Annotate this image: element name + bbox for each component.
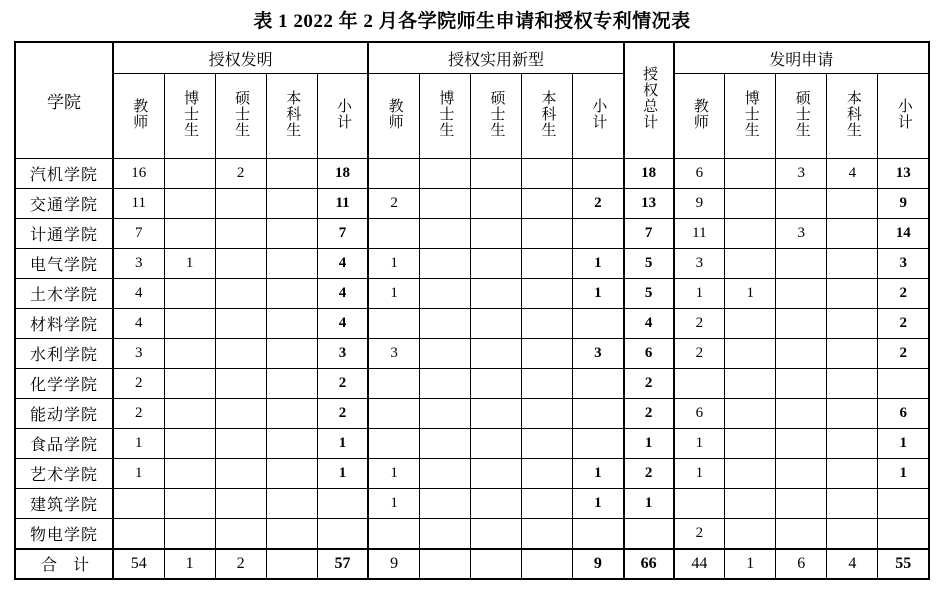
- data-cell: 6: [624, 339, 674, 369]
- data-cell: 5: [624, 279, 674, 309]
- data-cell: 2: [215, 549, 266, 579]
- data-cell: [164, 519, 215, 549]
- table-row: [15, 219, 929, 249]
- data-cell: [266, 399, 317, 429]
- data-cell: [674, 489, 725, 519]
- college-name-cell: 交通学院: [15, 189, 113, 219]
- data-cell: 1: [113, 459, 164, 489]
- data-cell: 3: [674, 249, 725, 279]
- data-cell: [827, 459, 878, 489]
- data-cell: 13: [624, 189, 674, 219]
- data-cell: 2: [113, 369, 164, 399]
- table-row: [15, 309, 929, 339]
- data-cell: [776, 429, 827, 459]
- data-cell: 5: [624, 249, 674, 279]
- data-cell: [419, 369, 470, 399]
- data-cell: 4: [827, 159, 878, 189]
- data-cell: [827, 429, 878, 459]
- data-cell: [470, 249, 521, 279]
- data-cell: 2: [113, 399, 164, 429]
- data-cell: [419, 399, 470, 429]
- data-cell: [725, 219, 776, 249]
- data-cell: [368, 219, 419, 249]
- data-cell: [266, 459, 317, 489]
- data-cell: [368, 399, 419, 429]
- subheader-gu-teacher: 教师: [368, 74, 419, 159]
- data-cell: 6: [674, 159, 725, 189]
- subheader-ia-subtotal: 小计: [878, 74, 929, 159]
- data-cell: 3: [776, 219, 827, 249]
- college-name-cell: 建筑学院: [15, 489, 113, 519]
- data-cell: 2: [878, 279, 929, 309]
- data-cell: [266, 549, 317, 579]
- header-granted-invention: 授权发明: [113, 42, 368, 74]
- header-group-row: [15, 42, 929, 74]
- data-cell: [725, 489, 776, 519]
- data-cell: [776, 249, 827, 279]
- data-cell: 4: [317, 279, 368, 309]
- table-row: [15, 279, 929, 309]
- data-cell: [725, 309, 776, 339]
- data-cell: [776, 279, 827, 309]
- data-cell: [725, 189, 776, 219]
- data-cell: [522, 459, 573, 489]
- data-cell: [113, 519, 164, 549]
- header-granted-total-text: 授权总计: [641, 66, 658, 131]
- data-cell: 9: [368, 549, 419, 579]
- data-cell: [470, 459, 521, 489]
- data-cell: 1: [113, 429, 164, 459]
- data-cell: [522, 429, 573, 459]
- table-row: [15, 399, 929, 429]
- data-cell: [725, 339, 776, 369]
- data-cell: [470, 219, 521, 249]
- data-cell: [470, 309, 521, 339]
- subheader-ia-doctoral: 博士生: [725, 74, 776, 159]
- data-cell: [266, 489, 317, 519]
- data-cell: [368, 369, 419, 399]
- table-row: [15, 519, 929, 549]
- data-cell: 55: [878, 549, 929, 579]
- data-cell: 3: [113, 339, 164, 369]
- data-cell: 1: [573, 249, 624, 279]
- college-name-cell: 食品学院: [15, 429, 113, 459]
- data-cell: 7: [624, 219, 674, 249]
- data-cell: [470, 489, 521, 519]
- data-cell: [215, 429, 266, 459]
- data-cell: [419, 159, 470, 189]
- table-caption: 表 1 2022 年 2 月各学院师生申请和授权专利情况表: [253, 11, 691, 32]
- data-cell: [573, 429, 624, 459]
- data-cell: 11: [317, 189, 368, 219]
- data-cell: 11: [113, 189, 164, 219]
- data-cell: [522, 519, 573, 549]
- data-cell: 7: [317, 219, 368, 249]
- college-name-cell: 艺术学院: [15, 459, 113, 489]
- data-cell: [164, 309, 215, 339]
- data-cell: [827, 189, 878, 219]
- data-cell: 1: [725, 549, 776, 579]
- data-cell: [113, 489, 164, 519]
- data-cell: [470, 429, 521, 459]
- data-cell: [827, 309, 878, 339]
- data-cell: [164, 429, 215, 459]
- data-cell: [522, 309, 573, 339]
- data-cell: [419, 429, 470, 459]
- data-cell: [266, 279, 317, 309]
- data-cell: [725, 369, 776, 399]
- table-row: [15, 189, 929, 219]
- data-cell: 14: [878, 219, 929, 249]
- subheader-gi-doctoral: 博士生: [164, 74, 215, 159]
- table-row: [15, 429, 929, 459]
- data-cell: 13: [878, 159, 929, 189]
- data-cell: 6: [878, 399, 929, 429]
- college-name-cell: 合 计: [15, 549, 113, 579]
- college-name-cell: 水利学院: [15, 339, 113, 369]
- data-cell: [419, 519, 470, 549]
- data-cell: 4: [624, 309, 674, 339]
- data-cell: [878, 369, 929, 399]
- data-cell: [522, 249, 573, 279]
- data-cell: [419, 549, 470, 579]
- table-row: [15, 249, 929, 279]
- data-cell: 3: [878, 249, 929, 279]
- data-cell: [573, 309, 624, 339]
- data-cell: 2: [573, 189, 624, 219]
- data-cell: 2: [215, 159, 266, 189]
- data-cell: 1: [674, 279, 725, 309]
- data-cell: 4: [113, 309, 164, 339]
- data-cell: [522, 399, 573, 429]
- subheader-gi-teacher: 教师: [113, 74, 164, 159]
- subheader-gi-master: 硕士生: [215, 74, 266, 159]
- data-cell: [419, 279, 470, 309]
- data-cell: [522, 219, 573, 249]
- subheader-ia-master: 硕士生: [776, 74, 827, 159]
- data-cell: [776, 519, 827, 549]
- header-sub-row: [15, 74, 929, 159]
- data-cell: [725, 519, 776, 549]
- data-cell: 6: [776, 549, 827, 579]
- data-cell: 4: [827, 549, 878, 579]
- subheader-gu-undergrad: 本科生: [522, 74, 573, 159]
- data-cell: 1: [164, 249, 215, 279]
- data-cell: 16: [113, 159, 164, 189]
- data-cell: 1: [573, 279, 624, 309]
- data-cell: [215, 189, 266, 219]
- data-cell: 4: [317, 249, 368, 279]
- college-name-cell: 电气学院: [15, 249, 113, 279]
- data-cell: 1: [573, 489, 624, 519]
- data-cell: [470, 279, 521, 309]
- data-cell: [776, 399, 827, 429]
- data-cell: [164, 369, 215, 399]
- data-cell: 1: [573, 459, 624, 489]
- data-cell: [419, 249, 470, 279]
- data-cell: [164, 459, 215, 489]
- data-cell: [215, 399, 266, 429]
- data-cell: 1: [164, 549, 215, 579]
- data-cell: 2: [317, 369, 368, 399]
- data-cell: [164, 339, 215, 369]
- subheader-gi-subtotal: 小计: [317, 74, 368, 159]
- data-cell: 1: [725, 279, 776, 309]
- data-cell: [215, 369, 266, 399]
- data-cell: [573, 519, 624, 549]
- data-cell: 18: [317, 159, 368, 189]
- data-cell: 1: [368, 279, 419, 309]
- data-cell: 2: [624, 399, 674, 429]
- data-cell: [827, 489, 878, 519]
- data-cell: [419, 489, 470, 519]
- data-cell: 3: [317, 339, 368, 369]
- header-college: 学院: [15, 42, 113, 159]
- data-cell: [776, 369, 827, 399]
- data-cell: 1: [674, 429, 725, 459]
- data-cell: [368, 309, 419, 339]
- data-cell: 3: [113, 249, 164, 279]
- data-cell: [266, 189, 317, 219]
- data-cell: [419, 189, 470, 219]
- data-cell: [827, 339, 878, 369]
- data-cell: [164, 189, 215, 219]
- data-cell: 1: [624, 489, 674, 519]
- data-cell: [164, 279, 215, 309]
- data-cell: 2: [624, 369, 674, 399]
- data-cell: [827, 369, 878, 399]
- data-cell: 2: [624, 459, 674, 489]
- data-cell: 54: [113, 549, 164, 579]
- data-cell: 2: [674, 309, 725, 339]
- data-cell: [827, 279, 878, 309]
- data-cell: [522, 189, 573, 219]
- data-cell: [266, 339, 317, 369]
- data-cell: [470, 519, 521, 549]
- data-cell: [573, 399, 624, 429]
- college-name-cell: 化学学院: [15, 369, 113, 399]
- data-cell: [725, 159, 776, 189]
- data-cell: [470, 159, 521, 189]
- data-cell: 44: [674, 549, 725, 579]
- data-cell: [470, 189, 521, 219]
- table-row: [15, 369, 929, 399]
- table-row: [15, 159, 929, 189]
- data-cell: 1: [368, 249, 419, 279]
- table-body: [15, 159, 929, 579]
- data-cell: [776, 489, 827, 519]
- data-cell: [827, 519, 878, 549]
- data-cell: 6: [674, 399, 725, 429]
- data-cell: [725, 249, 776, 279]
- data-cell: 2: [674, 519, 725, 549]
- data-cell: [215, 519, 266, 549]
- data-cell: [725, 429, 776, 459]
- data-cell: 1: [317, 429, 368, 459]
- data-cell: 11: [674, 219, 725, 249]
- data-cell: [827, 399, 878, 429]
- data-cell: [573, 219, 624, 249]
- data-cell: [215, 489, 266, 519]
- data-cell: [368, 429, 419, 459]
- data-cell: 2: [674, 339, 725, 369]
- subheader-gu-doctoral: 博士生: [419, 74, 470, 159]
- data-cell: 2: [317, 399, 368, 429]
- data-cell: [573, 159, 624, 189]
- data-cell: [522, 369, 573, 399]
- college-name-cell: 土木学院: [15, 279, 113, 309]
- data-cell: 18: [624, 159, 674, 189]
- data-cell: [776, 309, 827, 339]
- data-cell: [419, 459, 470, 489]
- table-row: [15, 339, 929, 369]
- data-cell: [215, 249, 266, 279]
- data-cell: [164, 489, 215, 519]
- data-cell: [827, 249, 878, 279]
- subheader-gi-undergrad: 本科生: [266, 74, 317, 159]
- subheader-ia-undergrad: 本科生: [827, 74, 878, 159]
- data-cell: [573, 369, 624, 399]
- data-cell: 3: [776, 159, 827, 189]
- college-name-cell: 能动学院: [15, 399, 113, 429]
- data-cell: [164, 399, 215, 429]
- data-cell: [470, 549, 521, 579]
- data-cell: 4: [317, 309, 368, 339]
- data-cell: 2: [368, 189, 419, 219]
- data-cell: [368, 519, 419, 549]
- data-cell: 1: [624, 429, 674, 459]
- header-granted-utility-model: 授权实用新型: [368, 42, 623, 74]
- header-granted-total: [624, 42, 674, 159]
- data-cell: [470, 399, 521, 429]
- college-name-cell: 材料学院: [15, 309, 113, 339]
- subheader-gu-master: 硕士生: [470, 74, 521, 159]
- data-cell: 9: [878, 189, 929, 219]
- table-row: [15, 489, 929, 519]
- data-cell: [470, 339, 521, 369]
- table-row: [15, 459, 929, 489]
- data-cell: [317, 489, 368, 519]
- data-cell: [368, 159, 419, 189]
- data-cell: [725, 399, 776, 429]
- data-cell: [522, 489, 573, 519]
- data-cell: [878, 519, 929, 549]
- data-cell: [164, 219, 215, 249]
- data-cell: [215, 459, 266, 489]
- data-cell: [164, 159, 215, 189]
- data-cell: [266, 429, 317, 459]
- college-name-cell: 物电学院: [15, 519, 113, 549]
- data-cell: 2: [878, 339, 929, 369]
- college-name-cell: 计通学院: [15, 219, 113, 249]
- data-cell: 7: [113, 219, 164, 249]
- data-cell: [266, 309, 317, 339]
- header-invention-application: 发明申请: [674, 42, 929, 74]
- data-cell: 9: [573, 549, 624, 579]
- data-cell: [266, 369, 317, 399]
- college-name-cell: 汽机学院: [15, 159, 113, 189]
- patent-statistics-table: [14, 41, 930, 580]
- data-cell: [215, 339, 266, 369]
- data-cell: [776, 189, 827, 219]
- data-cell: 1: [674, 459, 725, 489]
- data-cell: [522, 549, 573, 579]
- data-cell: 1: [878, 429, 929, 459]
- data-cell: [725, 459, 776, 489]
- data-cell: [522, 279, 573, 309]
- data-cell: 1: [878, 459, 929, 489]
- data-cell: 3: [573, 339, 624, 369]
- data-cell: 66: [624, 549, 674, 579]
- data-cell: [522, 159, 573, 189]
- data-cell: [522, 339, 573, 369]
- data-cell: [776, 459, 827, 489]
- data-cell: [674, 369, 725, 399]
- data-cell: [624, 519, 674, 549]
- data-cell: 3: [368, 339, 419, 369]
- data-cell: [419, 339, 470, 369]
- data-cell: 9: [674, 189, 725, 219]
- data-cell: [266, 219, 317, 249]
- data-cell: [266, 519, 317, 549]
- data-cell: [419, 309, 470, 339]
- data-cell: 2: [878, 309, 929, 339]
- data-cell: 57: [317, 549, 368, 579]
- data-cell: 4: [113, 279, 164, 309]
- table-header: [15, 42, 929, 159]
- subheader-ia-teacher: 教师: [674, 74, 725, 159]
- data-cell: 1: [368, 489, 419, 519]
- data-cell: [827, 219, 878, 249]
- data-cell: [878, 489, 929, 519]
- data-cell: [470, 369, 521, 399]
- data-cell: [215, 309, 266, 339]
- data-cell: [776, 339, 827, 369]
- data-cell: [419, 219, 470, 249]
- data-cell: 1: [317, 459, 368, 489]
- data-cell: [266, 159, 317, 189]
- data-cell: 1: [368, 459, 419, 489]
- data-cell: [266, 249, 317, 279]
- data-cell: [317, 519, 368, 549]
- table-total-row: [15, 549, 929, 579]
- data-cell: [215, 219, 266, 249]
- subheader-gu-subtotal: 小计: [573, 74, 624, 159]
- data-cell: [215, 279, 266, 309]
